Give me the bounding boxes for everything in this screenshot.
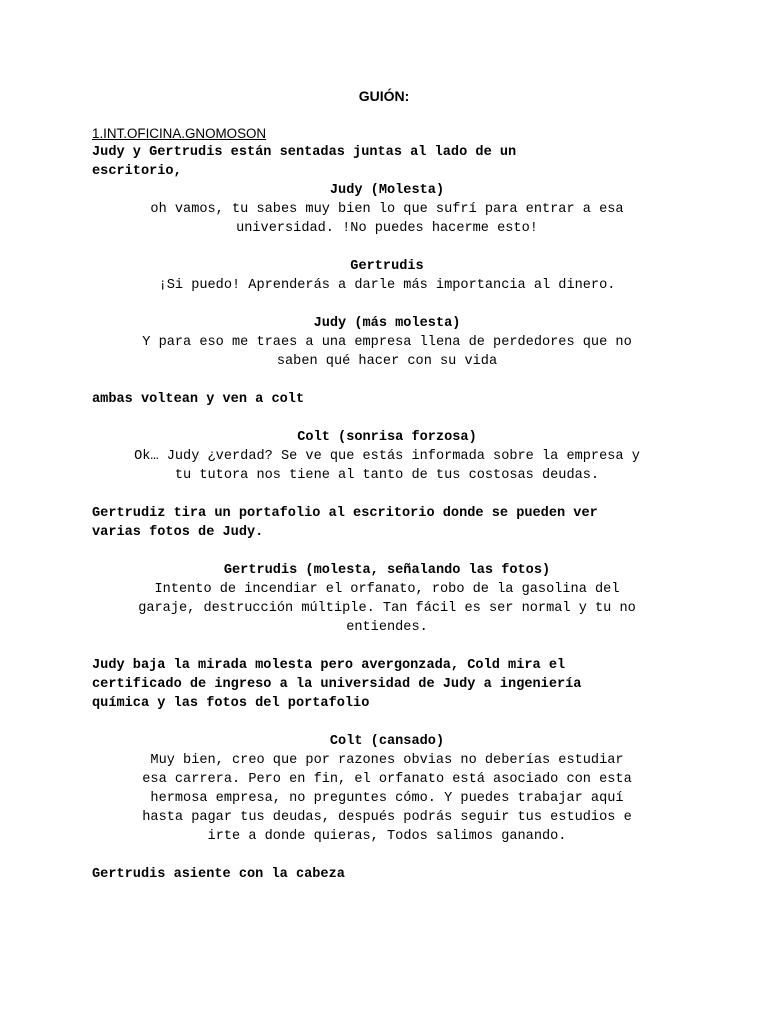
- spacer: [92, 295, 682, 314]
- dialogue-line: Intento de incendiar el orfanato, robo de la gasolina del garaje, destrucción múltiple. Tan fácil es ser normal y tu no entiendes.: [138, 582, 636, 635]
- spacer: [92, 542, 682, 561]
- action-line: Judy baja la mirada molesta pero avergonzada, Cold mira el certificado de ingreso a la universidad de Judy a ingeniería química y las fotos del portafolio: [92, 658, 582, 711]
- character-name: Judy (Molesta): [329, 183, 445, 198]
- action-line: Gertrudiz tira un portafolio al escritorio donde se pueden ver varias fotos de Judy.: [92, 506, 598, 540]
- dialogue-line: Muy bien, creo que por razones obvias no deberías estudiar esa carrera. Pero en fin, el orfanato está asociado con esta hermosa empresa, no preguntes cómo. Y puedes trabajar aquí hasta pagar tus deudas, después podrás seguir tus estudios e irte a donde quieras, Todos salimos ganando.: [142, 753, 632, 844]
- action-line: ambas voltean y ven a colt: [92, 392, 305, 407]
- spacer: [92, 637, 682, 656]
- action-line: Gertrudis asiente con la cabeza: [92, 867, 345, 882]
- spacer: [92, 485, 682, 504]
- scene-heading: 1.INT.OFICINA.GNOMOSON: [92, 126, 267, 141]
- character-name: Gertrudis: [350, 259, 424, 274]
- character-name: Judy (más molesta): [313, 316, 461, 331]
- spacer: [92, 846, 682, 865]
- spacer: [92, 371, 682, 390]
- character-name: Colt (sonrisa forzosa): [297, 430, 477, 445]
- dialogue-line: ¡Si puedo! Aprenderás a darle más importancia al dinero.: [158, 278, 616, 293]
- character-name: Colt (cansado): [329, 734, 445, 749]
- action-line: Judy y Gertrudis están sentadas juntas al lado de un escritorio,: [92, 145, 517, 179]
- character-name: Gertrudis (molesta, señalando las fotos): [223, 563, 551, 578]
- spacer: [92, 238, 682, 257]
- dialogue-line: oh vamos, tu sabes muy bien lo que sufrí para entrar a esa universidad. !No puedes hacerme esto!: [150, 202, 624, 236]
- page-title: GUIÓN:: [358, 88, 410, 104]
- dialogue-line: Ok… Judy ¿verdad? Se ve que estás informada sobre la empresa y tu tutora nos tiene al tanto de tus costosas deudas.: [134, 449, 640, 483]
- spacer: [92, 713, 682, 732]
- spacer: [92, 409, 682, 428]
- script-body: [92, 124, 682, 884]
- dialogue-line: Y para eso me traes a una empresa llena de perdedores que no saben qué hacer con su vida: [142, 335, 632, 369]
